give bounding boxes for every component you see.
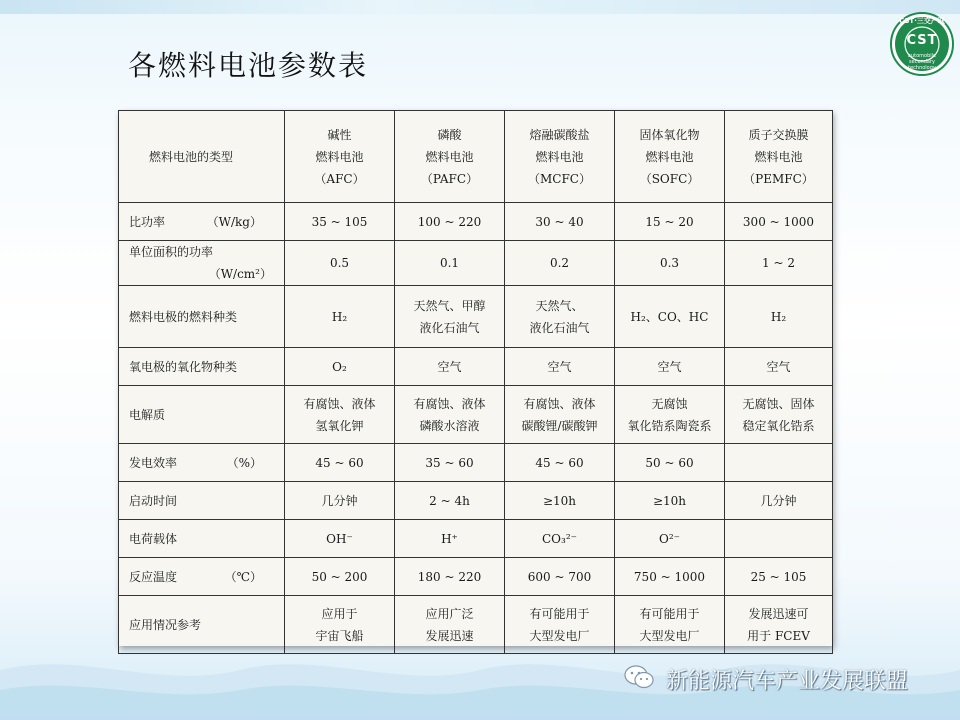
table-cell: [395, 558, 505, 596]
cell-line: 有可能用于: [529, 606, 590, 621]
cell-line: 发展迅速可: [748, 606, 809, 621]
cell-line: 2 ~ 4h: [429, 493, 470, 508]
table-cell: [725, 203, 833, 241]
cell-line: 750 ~ 1000: [633, 569, 706, 584]
cell-line: H₂: [770, 309, 787, 324]
table-cell: [505, 444, 615, 482]
cell-line: 空气: [766, 359, 791, 374]
table-cell: [615, 558, 725, 596]
cell-line: 50 ~ 60: [645, 455, 694, 470]
row-label: 应用情况参考: [119, 596, 285, 654]
cell-line: 宇宙飞船: [315, 628, 364, 643]
table-cell: [505, 482, 615, 520]
fuel-cell-parameter-table: [118, 110, 833, 654]
table-cell: [505, 386, 615, 444]
cell-line: 固体氧化物: [639, 127, 700, 142]
table-cell: [505, 241, 615, 286]
row-unit-text: （W/kg）: [206, 214, 262, 229]
table-cell: [285, 286, 395, 348]
table-cell: [395, 444, 505, 482]
cell-line: 氢氧化钾: [315, 418, 364, 433]
header-cell: [505, 111, 615, 203]
table-cell: [285, 558, 395, 596]
cell-line: H⁺: [441, 531, 458, 546]
fuel-cell-table-image: [118, 110, 832, 646]
cell-line: 0.3: [659, 256, 680, 270]
cell-line: 25 ~ 105: [750, 569, 807, 584]
cell-line: H₂: [331, 309, 348, 324]
table-cell: [505, 286, 615, 348]
table-cell: [615, 444, 725, 482]
table-row: [119, 520, 833, 558]
table-cell: [505, 348, 615, 386]
row-label: [119, 444, 285, 482]
table-cell: [725, 596, 833, 654]
cell-line: 燃料电池: [645, 149, 694, 164]
table-cell: [285, 241, 395, 286]
table-cell: [615, 596, 725, 654]
cell-line: 45 ~ 60: [315, 455, 364, 470]
row-label: 燃料电极的燃料种类: [119, 286, 285, 348]
top-band: [0, 0, 960, 14]
cell-line: 稳定氧化锆系: [742, 418, 815, 433]
cell-line: 600 ~ 700: [527, 569, 592, 584]
table-row: [119, 596, 833, 654]
cell-line: 有腐蚀、液体: [413, 396, 486, 411]
cell-line: 天然气、: [535, 298, 584, 313]
cell-line: CO₃²⁻: [542, 531, 577, 546]
cell-line: 35 ~ 105: [311, 214, 368, 229]
cell-line: 大型发电厂: [639, 628, 700, 643]
table-cell: [395, 286, 505, 348]
header-cell: [615, 111, 725, 203]
row-label: 启动时间: [119, 482, 285, 520]
table-cell: [395, 520, 505, 558]
slide-title: 各燃料电池参数表: [128, 49, 369, 82]
logo-top-text: CST·三交产联: [899, 17, 945, 25]
cell-line: O₂: [332, 359, 347, 374]
cell-line: 几分钟: [321, 493, 358, 508]
cell-line: 180 ~ 220: [417, 569, 482, 584]
cell-line: ≥10h: [652, 493, 687, 508]
table-cell: [505, 520, 615, 558]
row-label: [119, 241, 285, 286]
cell-line: 300 ~ 1000: [742, 214, 815, 229]
row-label: 氧电极的氧化物种类: [119, 348, 285, 386]
row-label-wrap: [129, 566, 280, 588]
table-row: [119, 348, 833, 386]
table-cell: [505, 596, 615, 654]
row-label: 电解质: [119, 386, 285, 444]
cell-line: 空气: [437, 359, 462, 374]
cell-line: 空气: [547, 359, 572, 374]
row-label-text: 反应温度: [129, 569, 178, 584]
header-cell: [395, 111, 505, 203]
row-label-text: 比功率: [129, 214, 166, 229]
row-label-wrap: [129, 241, 280, 285]
table-cell: [615, 348, 725, 386]
table-row: [119, 444, 833, 482]
cell-line: 0.5: [329, 256, 350, 270]
cell-line: 无腐蚀: [651, 396, 688, 411]
table-cell: [725, 444, 833, 482]
table-cell: [505, 558, 615, 596]
header-cell: [285, 111, 395, 203]
row-label-wrap: [129, 452, 280, 474]
table-cell: [725, 558, 833, 596]
header-cell: [725, 111, 833, 203]
cell-line: （PEMFC）: [743, 171, 814, 186]
table-cell: [285, 386, 395, 444]
header-label: 燃料电池的类型: [119, 111, 285, 203]
row-label: 电荷载体: [119, 520, 285, 558]
cell-line: （PAFC）: [420, 171, 479, 186]
cell-line: 质子交换膜: [748, 127, 809, 142]
table-cell: [725, 286, 833, 348]
cell-line: 熔融碳酸盐: [529, 127, 590, 142]
cell-line: 35 ~ 60: [425, 455, 474, 470]
cell-line: 燃料电池: [425, 149, 474, 164]
cell-line: ≥10h: [542, 493, 577, 508]
table-cell: [285, 203, 395, 241]
cell-line: 磷酸水溶液: [419, 418, 480, 433]
cell-line: 用于 FCEV: [747, 628, 810, 643]
cell-line: 50 ~ 200: [311, 569, 368, 584]
table-cell: [725, 348, 833, 386]
row-label-text: 发电效率: [129, 455, 178, 470]
cell-line: 0.1: [439, 256, 460, 270]
cell-line: H₂、CO、HC: [630, 309, 709, 324]
table-cell: [725, 520, 833, 558]
cell-line: （MCFC）: [528, 171, 591, 186]
cell-line: O²⁻: [659, 531, 680, 546]
cell-line: 燃料电池: [535, 149, 584, 164]
wechat-icon: [624, 664, 654, 690]
table-cell: [615, 241, 725, 286]
table-header-row: [119, 111, 833, 203]
table-cell: [725, 241, 833, 286]
cell-line: 空气: [657, 359, 682, 374]
cell-line: 100 ~ 220: [417, 214, 482, 229]
cell-line: （SOFC）: [639, 171, 700, 186]
table-cell: [725, 386, 833, 444]
table-cell: [725, 482, 833, 520]
table-cell: [395, 203, 505, 241]
table-cell: [285, 444, 395, 482]
table-cell: [615, 286, 725, 348]
row-label-text: 单位面积的功率: [129, 245, 214, 259]
table-cell: [285, 596, 395, 654]
table-row: [119, 241, 833, 286]
cell-line: 无腐蚀、固体: [742, 396, 815, 411]
cell-line: 有可能用于: [639, 606, 700, 621]
cell-line: 应用广泛: [425, 606, 474, 621]
row-label: [119, 558, 285, 596]
cell-line: 30 ~ 40: [535, 214, 584, 229]
row-label: [119, 203, 285, 241]
cell-line: OH⁻: [326, 531, 353, 546]
row-label-wrap: [129, 211, 280, 233]
cell-line: 0.2: [549, 256, 570, 270]
table-row: [119, 386, 833, 444]
table-row: [119, 203, 833, 241]
cell-line: 天然气、甲醇: [413, 298, 486, 313]
table-cell: [395, 386, 505, 444]
cell-line: 1 ~ 2: [762, 256, 795, 270]
row-unit-text: （%）: [226, 455, 262, 470]
table-cell: [395, 482, 505, 520]
cell-line: 发展迅速: [425, 628, 474, 643]
cell-line: 磷酸: [437, 127, 462, 142]
table-cell: [505, 203, 615, 241]
table-cell: [285, 520, 395, 558]
cell-line: 有腐蚀、液体: [523, 396, 596, 411]
cell-line: 应用于: [321, 606, 358, 621]
cell-line: 碳酸锂/碳酸钾: [521, 418, 598, 433]
table-cell: [615, 520, 725, 558]
cell-line: 燃料电池: [315, 149, 364, 164]
table-cell: [615, 203, 725, 241]
cell-line: 碱性: [327, 127, 352, 142]
table-cell: [615, 386, 725, 444]
table-cell: [395, 348, 505, 386]
row-unit-text: （W/cm²）: [208, 267, 272, 281]
table-row: [119, 558, 833, 596]
table-cell: [285, 348, 395, 386]
table-cell: [395, 596, 505, 654]
cell-line: （AFC）: [314, 171, 365, 186]
table-row: [119, 482, 833, 520]
logo-arc-text: automobile secondary technology: [907, 53, 937, 71]
cell-line: 燃料电池: [754, 149, 803, 164]
table-cell: [615, 482, 725, 520]
table-cell: [395, 241, 505, 286]
cell-line: 几分钟: [760, 493, 797, 508]
cell-line: 有腐蚀、液体: [303, 396, 376, 411]
cell-line: 15 ~ 20: [645, 214, 694, 229]
cell-line: 液化石油气: [419, 320, 480, 335]
row-unit-text: （℃）: [224, 569, 262, 584]
table-row: [119, 286, 833, 348]
cell-line: 大型发电厂: [529, 628, 590, 643]
cell-line: 氧化锆系陶瓷系: [627, 418, 712, 433]
table-cell: [285, 482, 395, 520]
cell-line: 45 ~ 60: [535, 455, 584, 470]
logo-main-text: CST: [906, 33, 938, 48]
watermark-text: 新能源汽车产业发展联盟: [666, 669, 909, 694]
cell-line: 液化石油气: [529, 320, 590, 335]
